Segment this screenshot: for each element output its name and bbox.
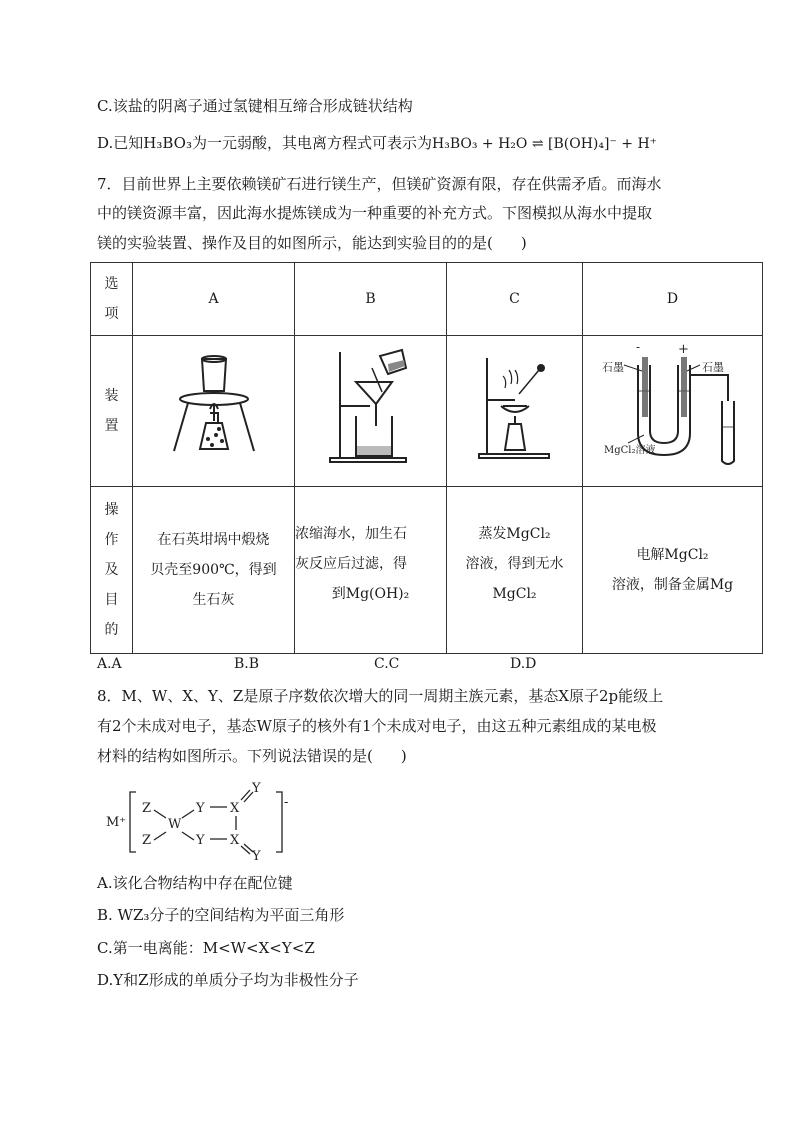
q8-stem-close: )	[400, 747, 407, 765]
anode-minus-sign: -	[635, 340, 640, 354]
q7-choice-a[interactable]: A.A	[97, 656, 122, 672]
header-col-d: D	[583, 263, 763, 336]
filtration-apparatus-diagram	[326, 346, 416, 466]
table-operation-row	[91, 487, 763, 654]
q7-answer-blank[interactable]	[493, 247, 521, 248]
header-col-b: B	[295, 263, 447, 336]
crucible-on-tripod-diagram	[164, 351, 264, 461]
z-atom-bottom: Z	[142, 833, 152, 848]
operation-a: 在石英坩埚中煅烧 贝壳至900℃，得到 生石灰	[133, 487, 295, 654]
device-a-cell	[133, 336, 295, 487]
q7-experiment-table	[90, 262, 763, 654]
mgcl2-solution-label: MgCl₂溶液	[603, 444, 655, 456]
y-atom-bottom-right: Y	[252, 849, 261, 864]
q6-option-c: C.该盐的阴离子通过氢键相互缔合形成链状结构	[97, 97, 413, 115]
q7-stem-close: )	[520, 234, 527, 252]
q6-option-d	[97, 133, 657, 154]
q7-stem-line3	[97, 233, 527, 253]
header-col-c: C	[447, 263, 583, 336]
electrolysis-u-tube-diagram	[588, 341, 758, 471]
q8-answer-blank[interactable]	[373, 760, 401, 761]
q8-stem-line1: 8．M、W、X、Y、Z是原子序数依次增大的同一周期主族元素，基态X原子2p能级上	[97, 687, 664, 705]
device-label: 装 置	[91, 336, 133, 487]
device-b-cell	[295, 336, 447, 487]
y-atom-top-left: Y	[196, 801, 205, 816]
q7-stem-text: 镁的实验装置、操作及目的如图所示，能达到实验目的的是(	[97, 234, 493, 252]
q8-option-b[interactable]: B. WZ₃分子的空间结构为平面三角形	[97, 906, 345, 924]
z-atom-top: Z	[142, 801, 152, 816]
q8-option-a[interactable]: A.该化合物结构中存在配位键	[97, 874, 293, 892]
q7-choice-d[interactable]: D.D	[510, 656, 537, 672]
q8-stem-line2: 有2个未成对电子，基态W原子的核外有1个未成对电子，由这五种元素组成的某电极	[97, 717, 657, 735]
cation-label: M⁺	[106, 815, 127, 830]
q8-option-c[interactable]: C.第一电离能：M<W<X<Y<Z	[97, 939, 315, 957]
x-atom-top: X	[230, 801, 240, 816]
table-header-row	[91, 263, 763, 336]
left-graphite-label: 石墨	[601, 360, 624, 374]
y-atom-bottom-left: Y	[196, 833, 205, 848]
operation-label: 操 作 及 目 的	[91, 487, 133, 654]
operation-c: 蒸发MgCl₂ 溶液，得到无水 MgCl₂	[447, 487, 583, 654]
header-col-a: A	[133, 263, 295, 336]
q8-stem-line3	[97, 746, 407, 766]
cathode-plus-sign: +	[677, 341, 689, 357]
evaporation-dish-diagram	[475, 350, 555, 462]
anion-charge: -	[284, 795, 289, 810]
q6-option-d-middle: 为一元弱酸，其电离方程式可表示为	[191, 134, 432, 152]
table-device-row	[91, 336, 763, 487]
q6-option-d-compound: H₃BO₃	[143, 134, 192, 152]
q8-option-d[interactable]: D.Y和Z形成的单质分子均为非极性分子	[97, 971, 359, 989]
y-atom-top-right: Y	[252, 781, 261, 796]
header-option-label: 选 项	[91, 263, 133, 336]
x-atom-bottom: X	[230, 833, 240, 848]
right-graphite-label: 石墨	[701, 360, 724, 374]
operation-d: 电解MgCl₂ 溶液，制备金属Mg	[583, 487, 763, 654]
q7-choice-c[interactable]: C.C	[374, 656, 400, 672]
q7-choice-b[interactable]: B.B	[234, 656, 260, 672]
q8-stem-text: 材料的结构如图所示。下列说法错误的是(	[97, 747, 373, 765]
w-atom: W	[168, 817, 182, 832]
operation-b: 浓缩海水，加生石 灰反应后过滤，得 到Mg(OH)₂	[295, 487, 447, 654]
q6-option-d-prefix: D.已知	[97, 134, 144, 152]
q6-ionization-equation: H₃BO₃ + H₂O ⇌ [B(OH)₄]⁻ + H⁺	[432, 136, 658, 152]
q7-stem-line1: 7．目前世界上主要依赖镁矿石进行镁生产，但镁矿资源有限，存在供需矛盾。而海水	[97, 175, 662, 193]
device-c-cell	[447, 336, 583, 487]
q7-stem-line2: 中的镁资源丰富，因此海水提炼镁成为一种重要的补充方式。下图模拟从海水中提取	[97, 204, 653, 222]
device-d-cell	[583, 336, 763, 487]
electrode-material-structure	[100, 778, 310, 864]
